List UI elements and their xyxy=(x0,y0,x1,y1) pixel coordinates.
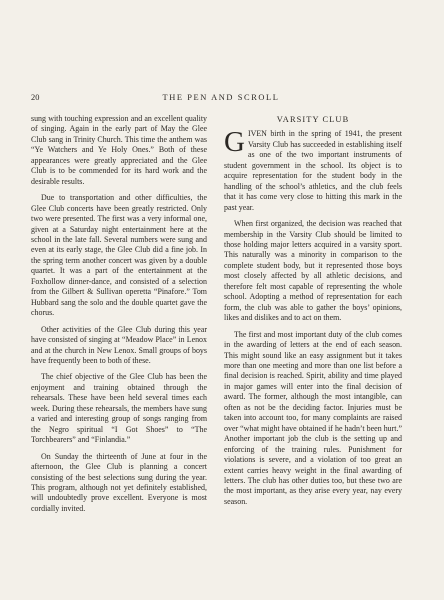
paragraph: Other activities of the Glee Club during this year have consisted of singing at “Meadow Place” in Lenox and at the church in New Lenox. Small groups of boys have frequently been to both of these. xyxy=(31,324,207,365)
page-header xyxy=(31,93,411,107)
right-column xyxy=(224,114,402,513)
intro-paragraph xyxy=(224,126,402,213)
drop-cap: G xyxy=(224,126,245,159)
intro-paragraph-text: IVEN birth in the spring of 1941, the present Varsity Club has succeeded in establishing itself as one of the two important instruments of student government in the school. Its object is to acquire representation for the student body in the handling of the school’s athletics, and the club feels that it has come very close to hitting this mark in the past year. xyxy=(224,129,402,212)
paragraph: Due to transportation and other difficulties, the Glee Club concerts have been greatly restricted. Only two were presented. The first was a very informal one, given at a Saturday night entertainment here at the school in the late fall. Several numbers were sung and even at its early stage, the Glee Club did a fine job. In the spring term another concert was given by a double quartet. It was a part of the entertainment at the Foxhollow dinner-dance, and consisted of a selection from the Gilbert & Sullivan operetta “Pinafore.” Tom Hubbard sang the solo and the double quartet gave the chorus. xyxy=(31,193,207,318)
paragraph: sung with touching expression and an excellent quality of singing. Again in the early part of May the Glee Club sang in Trinity Church. This time the anthem was “Ye Watchers and Ye Holy Ones.” Both of these appearances were greatly appreciated and the Glee Club is to be commended for its hard work and the desirable results. xyxy=(31,114,207,186)
paragraph: The chief objective of the Glee Club has been the enjoyment and training obtained through the rehearsals. These have been held several times each week. During these rehearsals, the members have sung a varied and interesting group of songs ranging from the Negro spiritual “I Got Shoes” to “The Torchbearers” and “Finlandia.” xyxy=(31,372,207,445)
paragraph: When first organized, the decision was reached that membership in the Varsity Club should be limited to those holding major letters acquired in a varsity sport. This naturally was a minority in comparison to the complete student body, but it represented those boys most closely affected by all athletic decisions, and therefore felt most capable of representing the whole school. Adopting a method of representation for each form, the club was able to gather the boys’ opinions, likes and dislikes and to act on them. xyxy=(224,219,402,323)
paragraph: The first and most important duty of the club comes in the awarding of letters at the end of each season. This might sound like an easy assignment but it takes more than one meeting and more than one list before a final decision is reached. Spirit, ability and time played in major games will enter into the final decision of award. The former, although the most intangible, can often as not be the deciding factor. Injuries must be taken into account too, for many complaints are raised over “what might have obtained if he hadn’t been hurt.” Another important job the club is the setting up and enforcing of the training rules. Punishment for violations is severe, and a violation of too great an extent carries heavy weight in the final awarding of letters. The club has other duties too, but these two are the most important, as they arise every year, nay every season. xyxy=(224,329,402,506)
left-column xyxy=(31,114,207,520)
paragraph: On Sunday the thirteenth of June at four in the afternoon, the Glee Club is planning a concert consisting of the best selections sung during the year. This program, although not yet definitely established, will undoubtedly prove excellent. Everyone is most cordially invited. xyxy=(31,451,207,513)
page-number: 20 xyxy=(31,93,40,102)
running-title: THE PEN AND SCROLL xyxy=(162,93,280,102)
section-title: VARSITY CLUB xyxy=(276,115,350,124)
